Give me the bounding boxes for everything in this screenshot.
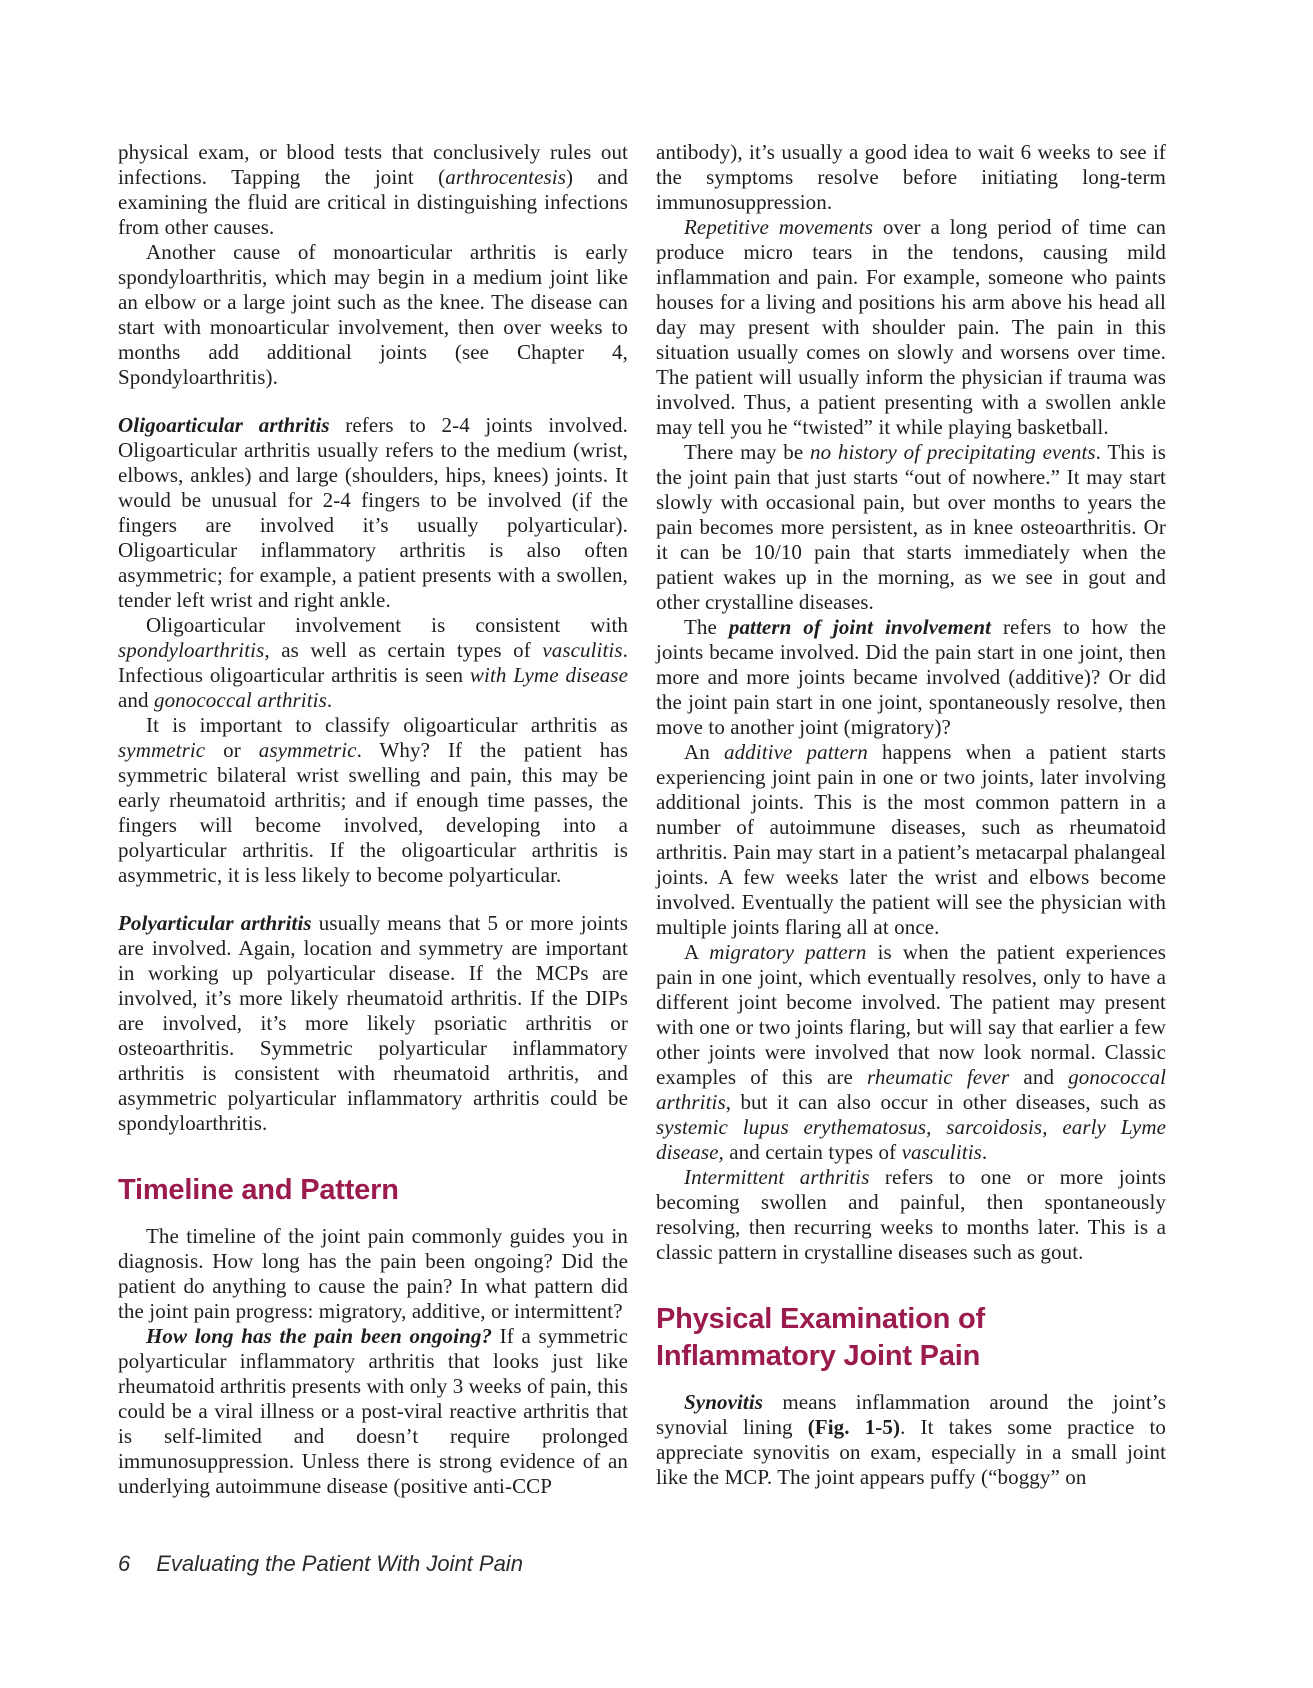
paragraph: Another cause of monoarticular arthritis is early spondyloarthritis, which may begin in a medium joint like an elbow or a large joint such as the knee. The disease can start with monoarticular involvement, then over weeks to months add additional joints (see Chapter 4, Spondyloarthritis). [118, 240, 628, 389]
paragraph: Repetitive movements over a long period of time can produce micro tears in the tendons, causing mild inflammation and pain. For example, someone who paints houses for a living and positions his arm above his head all day may present with shoulder pain. The pain in this situation usually comes on slowly and worsens over time. The patient will usually inform the physician if trauma was involved. Thus, a patient presenting with a swollen ankle may tell you he “twisted” it while playing basketball. [656, 215, 1166, 439]
paragraph: How long has the pain been ongoing? If a symmetric polyarticular inflammatory arthritis that looks just like rheumatoid arthritis presents with only 3 weeks of pain, this could be a viral illness or a post-viral reactive arthritis that is self-limited and doesn’t require prolonged immunosuppression. Unless there is strong evidence of an underlying autoimmune disease (positive anti-CCP [118, 1324, 629, 1498]
page-footer [118, 1551, 523, 1577]
footer-chapter-title: Evaluating the Patient With Joint Pain [156, 1551, 523, 1576]
page-number: 6 [118, 1551, 131, 1576]
paragraph: Oligoarticular arthritis refers to 2-4 joints involved. Oligoarticular arthritis usually refers to the medium (wrist, elbows, ankles) and large (shoulders, hips, knees) joints. It would be unusual for 2-4 fingers to be involved (if the fingers are involved it’s usually polyarticular). Oligoarticular inflammatory arthritis is also often asymmetric; for example, a patient presents with a swollen, tender left wrist and right ankle. [118, 413, 628, 612]
paragraph: The pattern of joint involvement refers to how the joints became involved. Did the pain start in one joint, then more and more joints became involved (additive)? Or did the joint pain start in one joint, spontaneously resolve, then move to another joint (migratory)? [656, 615, 1167, 739]
paragraph: An additive pattern happens when a patient starts experiencing joint pain in one or two joints, later involving additional joints. This is the most common pattern in a number of autoimmune diseases, such as rheumatoid arthritis. Pain may start in a patient’s metacarpal phalangeal joints. A few weeks later the wrist and elbows become involved. Eventually the patient will see the physician with multiple joints flaring all at once. [656, 740, 1166, 939]
paragraph: The timeline of the joint pain commonly guides you in diagnosis. How long has the pain been ongoing? Did the patient do anything to cause the pain? In what pattern did the joint pain progress: migratory, additive, or intermittent? [118, 1224, 628, 1323]
paragraph: Intermittent arthritis refers to one or more joints becoming swollen and painful, then spontaneously resolving, then recurring weeks to months later. This is a classic pattern in crystalline diseases such as gout. [656, 1165, 1167, 1264]
paragraph: Synovitis means inflammation around the joint’s synovial lining (Fig. 1-5). It takes some practice to appreciate synovitis on exam, especially in a small joint like the MCP. The joint appears puffy (“boggy” on [656, 1390, 1166, 1489]
paragraph: It is important to classify oligoarticular arthritis as symmetric or asymmetric. Why? If the patient has symmetric bilateral wrist swelling and pain, this may be early rheumatoid arthritis; and if enough time passes, the fingers will become involved, developing into a polyarticular arthritis. If the oligoarticular arthritis is asymmetric, it is less likely to become polyarticular. [118, 713, 628, 887]
paragraph: antibody), it’s usually a good idea to wait 6 weeks to see if the symptoms resolve before initiating long-term immunosuppression. [656, 140, 1166, 214]
paragraph: A migratory pattern is when the patient experiences pain in one joint, which eventually resolves, only to have a different joint become involved. The patient may present with one or two joints flaring, but will say that earlier a few other joints were involved that now look normal. Classic examples of this are rheumatic fever and gonococcal arthritis, but it can also occur in other diseases, such as systemic lupus erythematosus, sarcoidosis, early Lyme disease, and certain types of vasculitis. [656, 940, 1166, 1164]
paragraph: Oligoarticular involvement is consistent with spondyloarthritis, as well as certain types of vasculitis. Infectious oligoarticular arthritis is seen with Lyme disease and gonococcal arthritis. [118, 613, 628, 712]
section-heading: Physical Examination of Inflammatory Joint Pain [656, 1303, 985, 1372]
paragraph: physical exam, or blood tests that conclusively rules out infections. Tapping the joint (arthrocentesis) and examining the fluid are critical in distinguishing infections from other causes. [118, 140, 628, 239]
paragraph: There may be no history of precipitating events. This is the joint pain that just starts “out of nowhere.” It may start slowly with occasional pain, but over months to years the pain becomes more persistent, as in knee osteoarthritis. Or it can be 10/10 pain that starts immediately when the patient wakes up in the morning, as we see in gout and other crystalline diseases. [656, 440, 1166, 614]
paragraph: Polyarticular arthritis usually means that 5 or more joints are involved. Again, location and symmetry are important in working up polyarticular disease. If the MCPs are involved, it’s more likely rheumatoid arthritis. If the DIPs are involved, it’s more likely psoriatic arthritis or osteoarthritis. Symmetric polyarticular inflammatory arthritis is consistent with rheumatoid arthritis, and asymmetric polyarticular inflammatory arthritis could be spondyloarthritis. [118, 911, 629, 1135]
right-column [656, 140, 1166, 1490]
section-heading: Timeline and Pattern [118, 1174, 399, 1206]
left-column [118, 140, 628, 1499]
